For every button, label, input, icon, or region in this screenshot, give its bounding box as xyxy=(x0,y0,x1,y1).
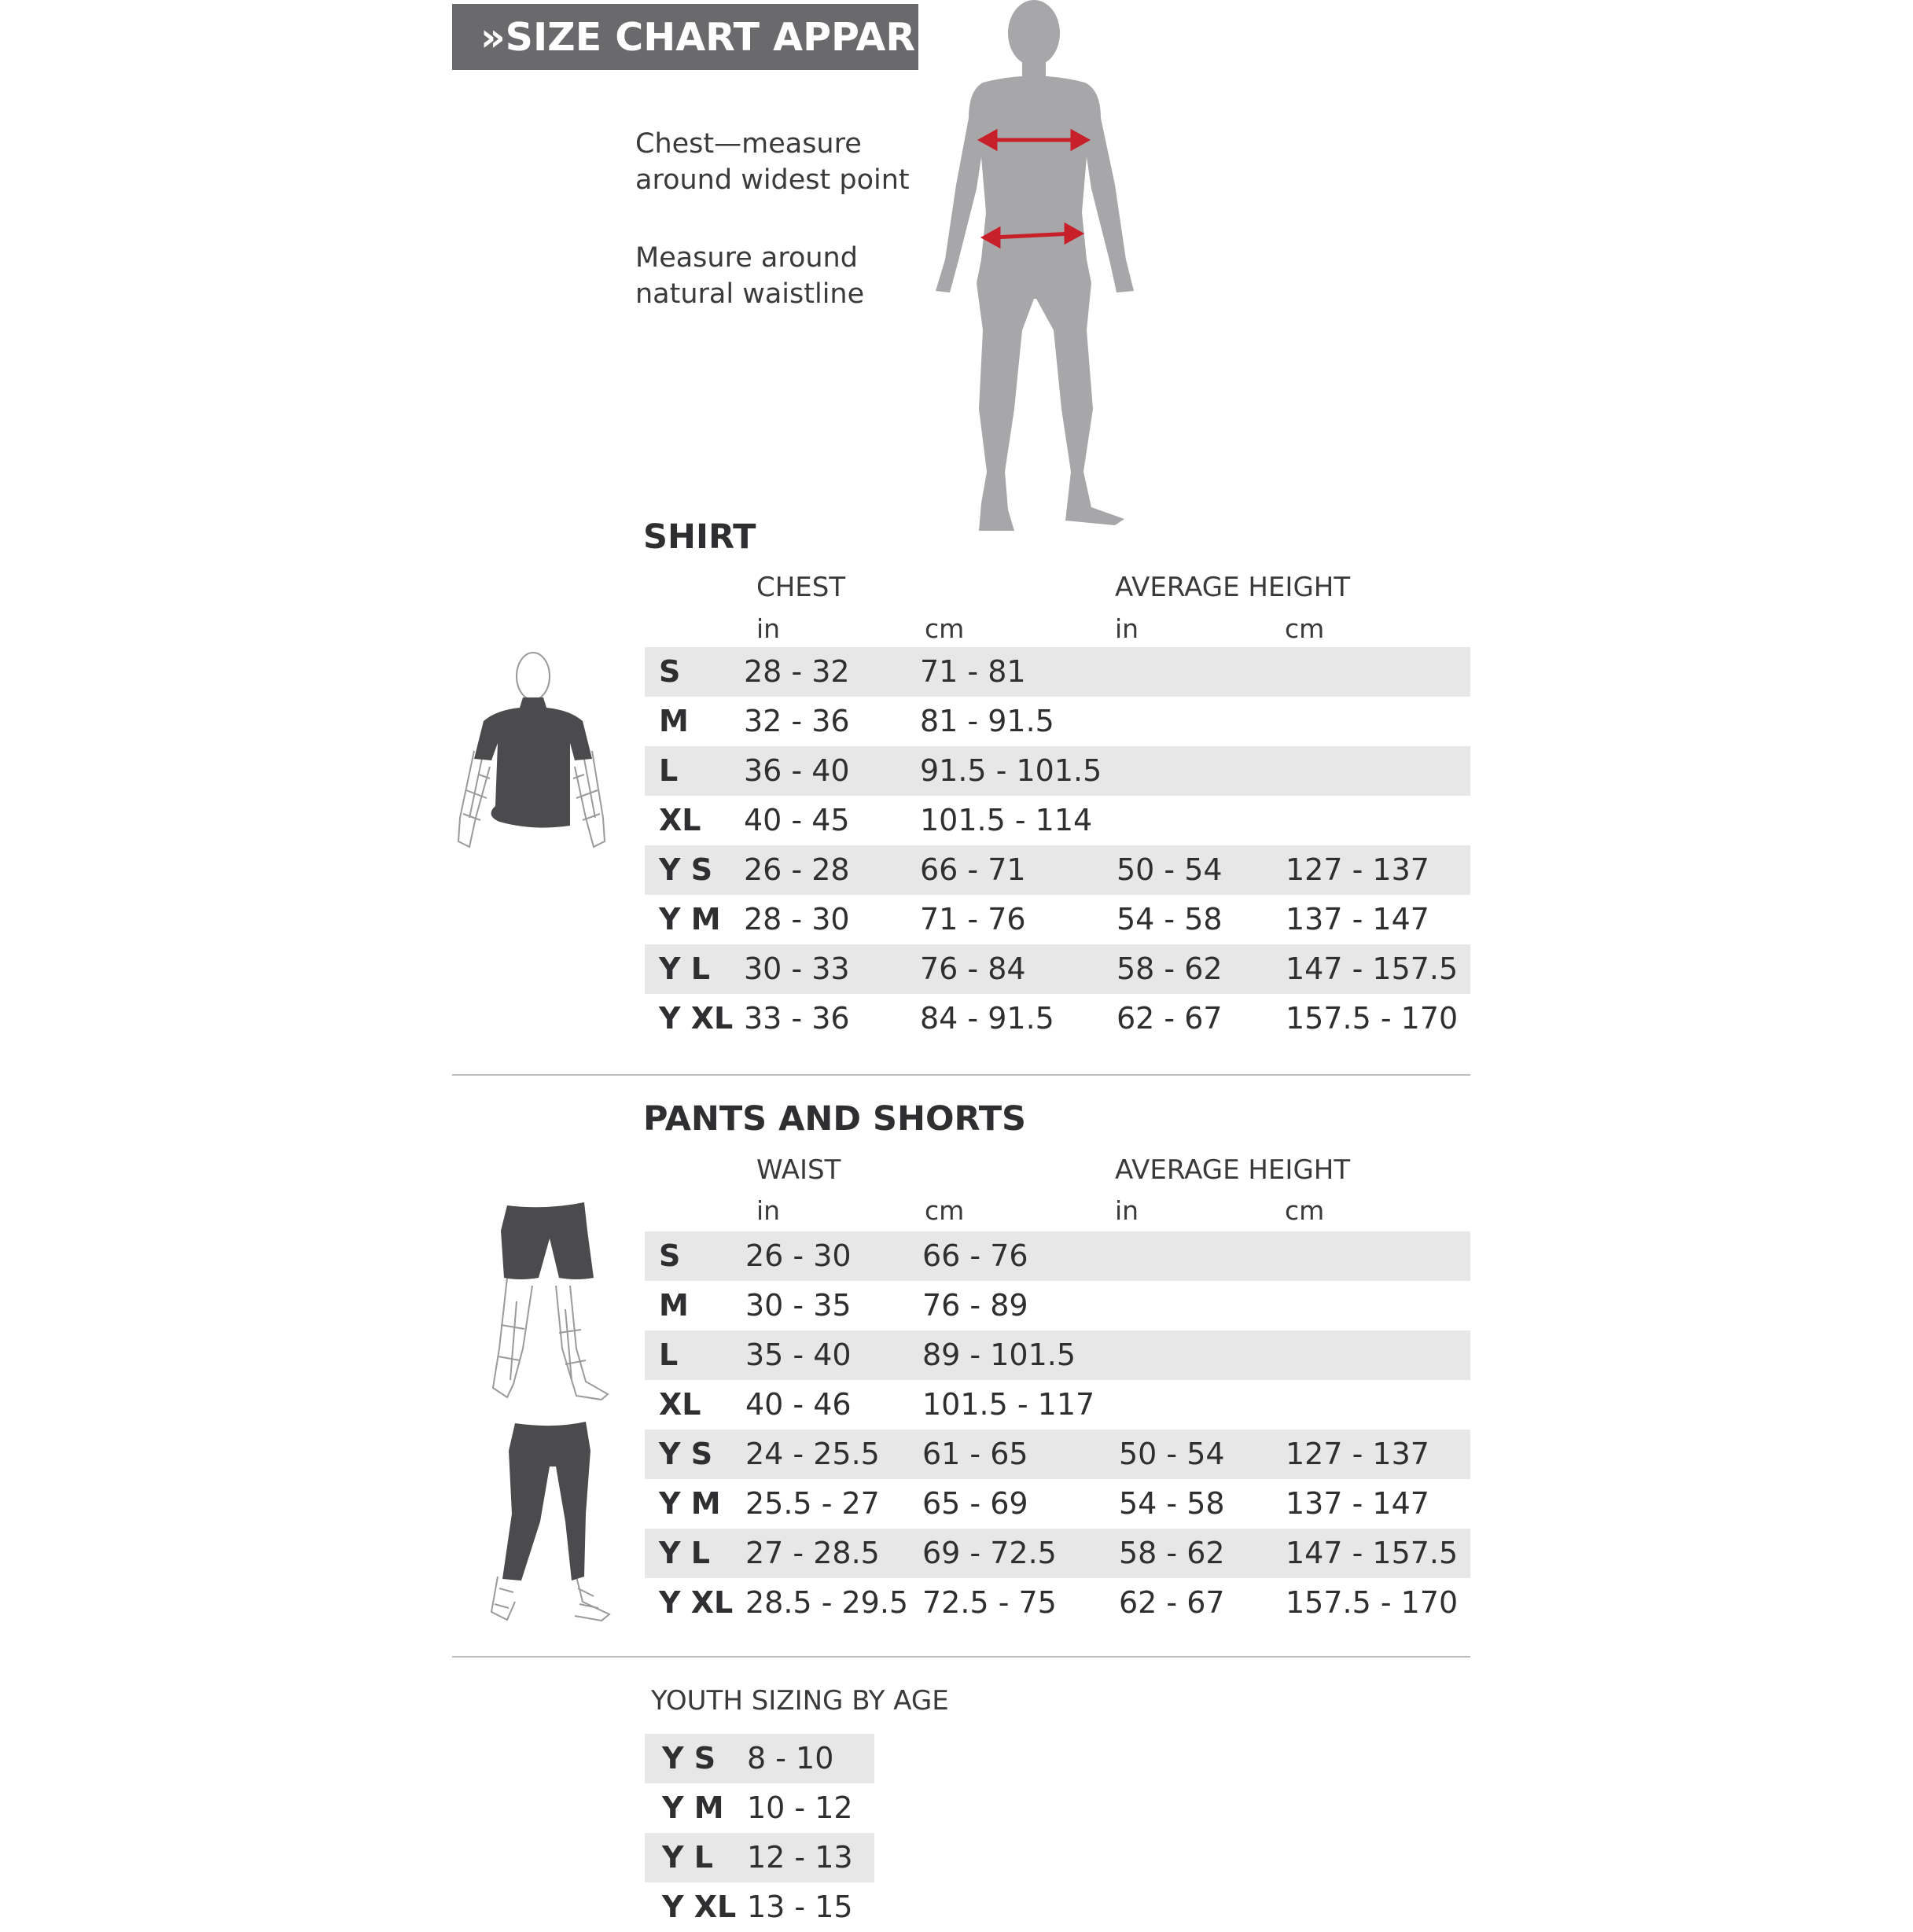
section-divider xyxy=(452,1656,1470,1658)
table-row: L 36 - 40 91.5 - 101.5 xyxy=(645,746,1470,796)
table-row: Y M 28 - 30 71 - 76 54 - 58 137 - 147 xyxy=(659,902,1429,937)
table-row: M 30 - 35 76 - 89 xyxy=(659,1288,1028,1323)
shirt-unit-chest-in: in xyxy=(756,613,781,644)
table-row: Y XL 13 - 15 xyxy=(662,1890,853,1924)
table-row: Y XL 28.5 - 29.5 72.5 - 75 62 - 67 157.5 - 170 xyxy=(659,1585,1459,1620)
shirt-unit-chest-cm: cm xyxy=(925,613,965,644)
table-row: XL 40 - 46 101.5 - 117 xyxy=(659,1387,1095,1422)
table-row: L 35 - 40 89 - 101.5 xyxy=(645,1330,1470,1380)
table-row: Y S 8 - 10 xyxy=(645,1734,874,1783)
table-row: Y M 10 - 12 xyxy=(662,1790,853,1825)
table-row: S 26 - 30 66 - 76 xyxy=(645,1231,1470,1281)
shorts-icon xyxy=(484,1199,625,1404)
tights-icon xyxy=(484,1419,625,1624)
pants-section-title: PANTS AND SHORTS xyxy=(643,1099,1027,1139)
table-row: Y S 24 - 25.5 61 - 65 50 - 54 127 - 137 xyxy=(645,1430,1470,1479)
chest-note-line2: around widest point xyxy=(635,164,910,196)
table-row: Y XL 33 - 36 84 - 91.5 62 - 67 157.5 - 170 xyxy=(659,1001,1459,1036)
pants-waist-header: WAIST xyxy=(756,1154,841,1186)
shirt-chest-header: CHEST xyxy=(756,572,846,603)
youth-section-title: YOUTH SIZING BY AGE xyxy=(651,1685,949,1717)
table-row: M 32 - 36 81 - 91.5 xyxy=(659,704,1054,738)
section-divider xyxy=(452,1074,1470,1076)
title-banner xyxy=(452,4,966,70)
shirt-unit-height-cm: cm xyxy=(1285,613,1325,644)
shirt-height-header: AVERAGE HEIGHT xyxy=(1115,572,1351,603)
shirt-icon xyxy=(452,649,609,853)
table-row: Y L 27 - 28.5 69 - 72.5 58 - 62 147 - 157.5 xyxy=(645,1529,1470,1578)
table-row: Y L 30 - 33 76 - 84 58 - 62 147 - 157.5 xyxy=(645,944,1470,994)
chest-note xyxy=(635,126,910,198)
youth-age-table xyxy=(645,1734,874,1924)
table-row: Y S 26 - 28 66 - 71 50 - 54 127 - 137 xyxy=(645,845,1470,895)
shirt-section-title: SHIRT xyxy=(643,517,756,557)
pants-unit-height-cm: cm xyxy=(1285,1195,1325,1226)
pants-size-table xyxy=(645,1231,1470,1628)
body-measure-figure-icon xyxy=(904,0,1140,543)
pants-height-header: AVERAGE HEIGHT xyxy=(1115,1154,1351,1186)
pants-unit-waist-cm: cm xyxy=(925,1195,965,1226)
table-row: Y L 12 - 13 xyxy=(645,1833,874,1882)
waist-note xyxy=(635,240,864,312)
table-row: S 28 - 32 71 - 81 xyxy=(645,647,1470,697)
pants-unit-height-in: in xyxy=(1115,1195,1139,1226)
page-title: »SIZE CHART APPAREL xyxy=(480,14,966,60)
waist-note-line2: natural waistline xyxy=(635,278,865,310)
pants-unit-waist-in: in xyxy=(756,1195,781,1226)
shirt-unit-height-in: in xyxy=(1115,613,1139,644)
chest-note-line1: Chest—measure xyxy=(635,128,862,160)
shirt-size-table xyxy=(645,647,1470,1043)
table-row: Y M 25.5 - 27 65 - 69 54 - 58 137 - 147 xyxy=(659,1486,1429,1521)
waist-note-line1: Measure around xyxy=(635,242,858,274)
table-row: XL 40 - 45 101.5 - 114 xyxy=(659,803,1093,837)
